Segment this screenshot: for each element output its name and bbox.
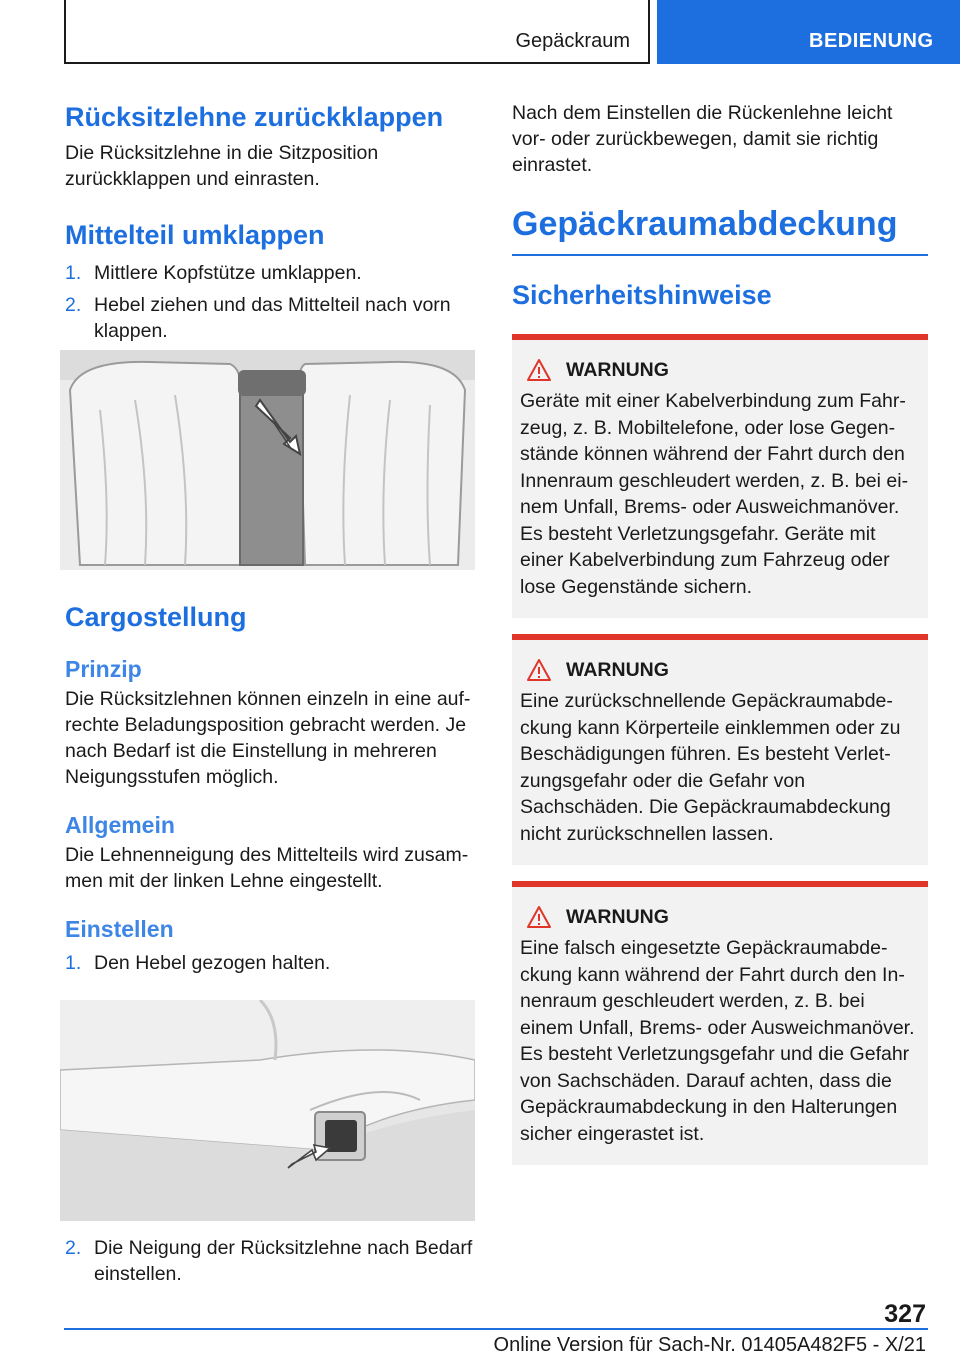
warning-label: WARNUNG — [566, 905, 669, 928]
warning-title — [520, 905, 920, 929]
step-number: 2. — [65, 1237, 82, 1259]
warning-text: Eine falsch eingesetzte Gepäckraumabdeckung kann während der Fahrt durch den Innenraum geschleudert werden, z. B. bei einem Unfall, Brems- oder Ausweichmanöver. Es besteht Verletzungsgefahr und die Gefahr von Sachschäden. Darauf achten, dass die Gepäckraumabdeckung in den Halterungen sicher eingerastet ist. — [520, 937, 915, 1145]
heading-cargostellung: Cargostellung — [65, 602, 247, 632]
right-column — [512, 100, 928, 1165]
paragraph-einrasten: Nach dem Einstellen die Rückenlehne leicht vor- oder zurückbewegen, damit sie richtig einrastet. — [512, 102, 893, 176]
paragraph-allgemein: Die Lehnenneigung des Mittelteils wird zusammen mit der linken Lehne eingestellt. — [65, 844, 469, 892]
seat-illustration — [60, 350, 475, 570]
step-item — [65, 1235, 475, 1287]
heading-einstellen: Einstellen — [65, 916, 174, 942]
header-section-box — [64, 0, 650, 64]
page-number: 327 — [884, 1300, 926, 1328]
step-text: Den Hebel gezogen halten. — [94, 952, 331, 974]
heading-allgemein: Allgemein — [65, 812, 175, 838]
header-section-title: Gepäckraum — [515, 30, 630, 52]
heading-sicherheitshinweise: Sicherheitshinweise — [512, 280, 772, 310]
lever-illustration — [60, 1000, 475, 1221]
paragraph-ruecksitzlehne: Die Rücksitzlehne in die Sitzposition zurückklappen und einrasten. — [65, 142, 379, 190]
warning-box — [512, 334, 928, 618]
warning-label: WARNUNG — [566, 658, 669, 681]
warning-title — [520, 658, 920, 682]
footer-text: Online Version für Sach-Nr. 01405A482F5 - X/21 — [493, 1334, 926, 1356]
step-number: 1. — [65, 262, 82, 284]
step-number: 2. — [65, 294, 82, 316]
step-item — [65, 260, 475, 286]
header-tab[interactable] — [657, 0, 960, 64]
step-text: Hebel ziehen und das Mittelteil nach vorn klappen. — [94, 294, 451, 342]
heading-gepaeckraumabdeckung: Gepäckraumabdeckung — [512, 205, 898, 243]
warning-text: Geräte mit einer Kabelverbindung zum Fahrzeug, z. B. Mobiltelefone, oder lose Gegenstände können während der Fahrt durch den Innenraum geschleudert werden, z. B. bei einem Unfall, Brems- oder Ausweichmanöver. Es besteht Verletzungsgefahr. Geräte mit einer Kabelverbindung zum Fahrzeug oder lose Gegenstände sichern. — [520, 390, 909, 598]
step-item — [65, 292, 475, 344]
figure-lever — [60, 1000, 475, 1221]
warning-box — [512, 634, 928, 865]
left-column — [65, 100, 475, 1285]
warning-title — [520, 358, 920, 382]
warning-label: WARNUNG — [566, 358, 669, 381]
step-text: Die Neigung der Rücksitzlehne nach Bedarf einstellen. — [94, 1237, 473, 1285]
heading-underline — [512, 254, 928, 256]
paragraph-prinzip: Die Rücksitzlehnen können einzeln in eine aufrechte Beladungsposition gebracht werden. Je nach Bedarf ist die Einstellung in mehreren Neigungsstufen möglich. — [65, 688, 471, 788]
heading-prinzip: Prinzip — [65, 656, 142, 682]
warning-box — [512, 881, 928, 1165]
warning-triangle-icon — [526, 905, 552, 929]
warning-text: Eine zurückschnellende Gepäckraumabdeckung kann Körperteile einklemmen oder zu Beschädigungen führen. Es besteht Verletzungsgefahr oder die Gefahr von Sachschäden. Die Gepäckraumabdeckung nicht zurückschnellen lassen. — [520, 690, 901, 845]
step-number: 1. — [65, 952, 82, 974]
figure-rear-seat — [60, 350, 475, 570]
step-item — [65, 950, 475, 976]
heading-ruecksitzlehne: Rücksitzlehne zurückklappen — [65, 102, 444, 132]
heading-mittelteil: Mittelteil umklappen — [65, 220, 325, 250]
warning-triangle-icon — [526, 358, 552, 382]
footer-rule — [64, 1328, 928, 1330]
warning-triangle-icon — [526, 658, 552, 682]
header-tab-label: BEDIENUNG — [809, 30, 934, 52]
step-text: Mittlere Kopfstütze umklappen. — [94, 262, 362, 284]
